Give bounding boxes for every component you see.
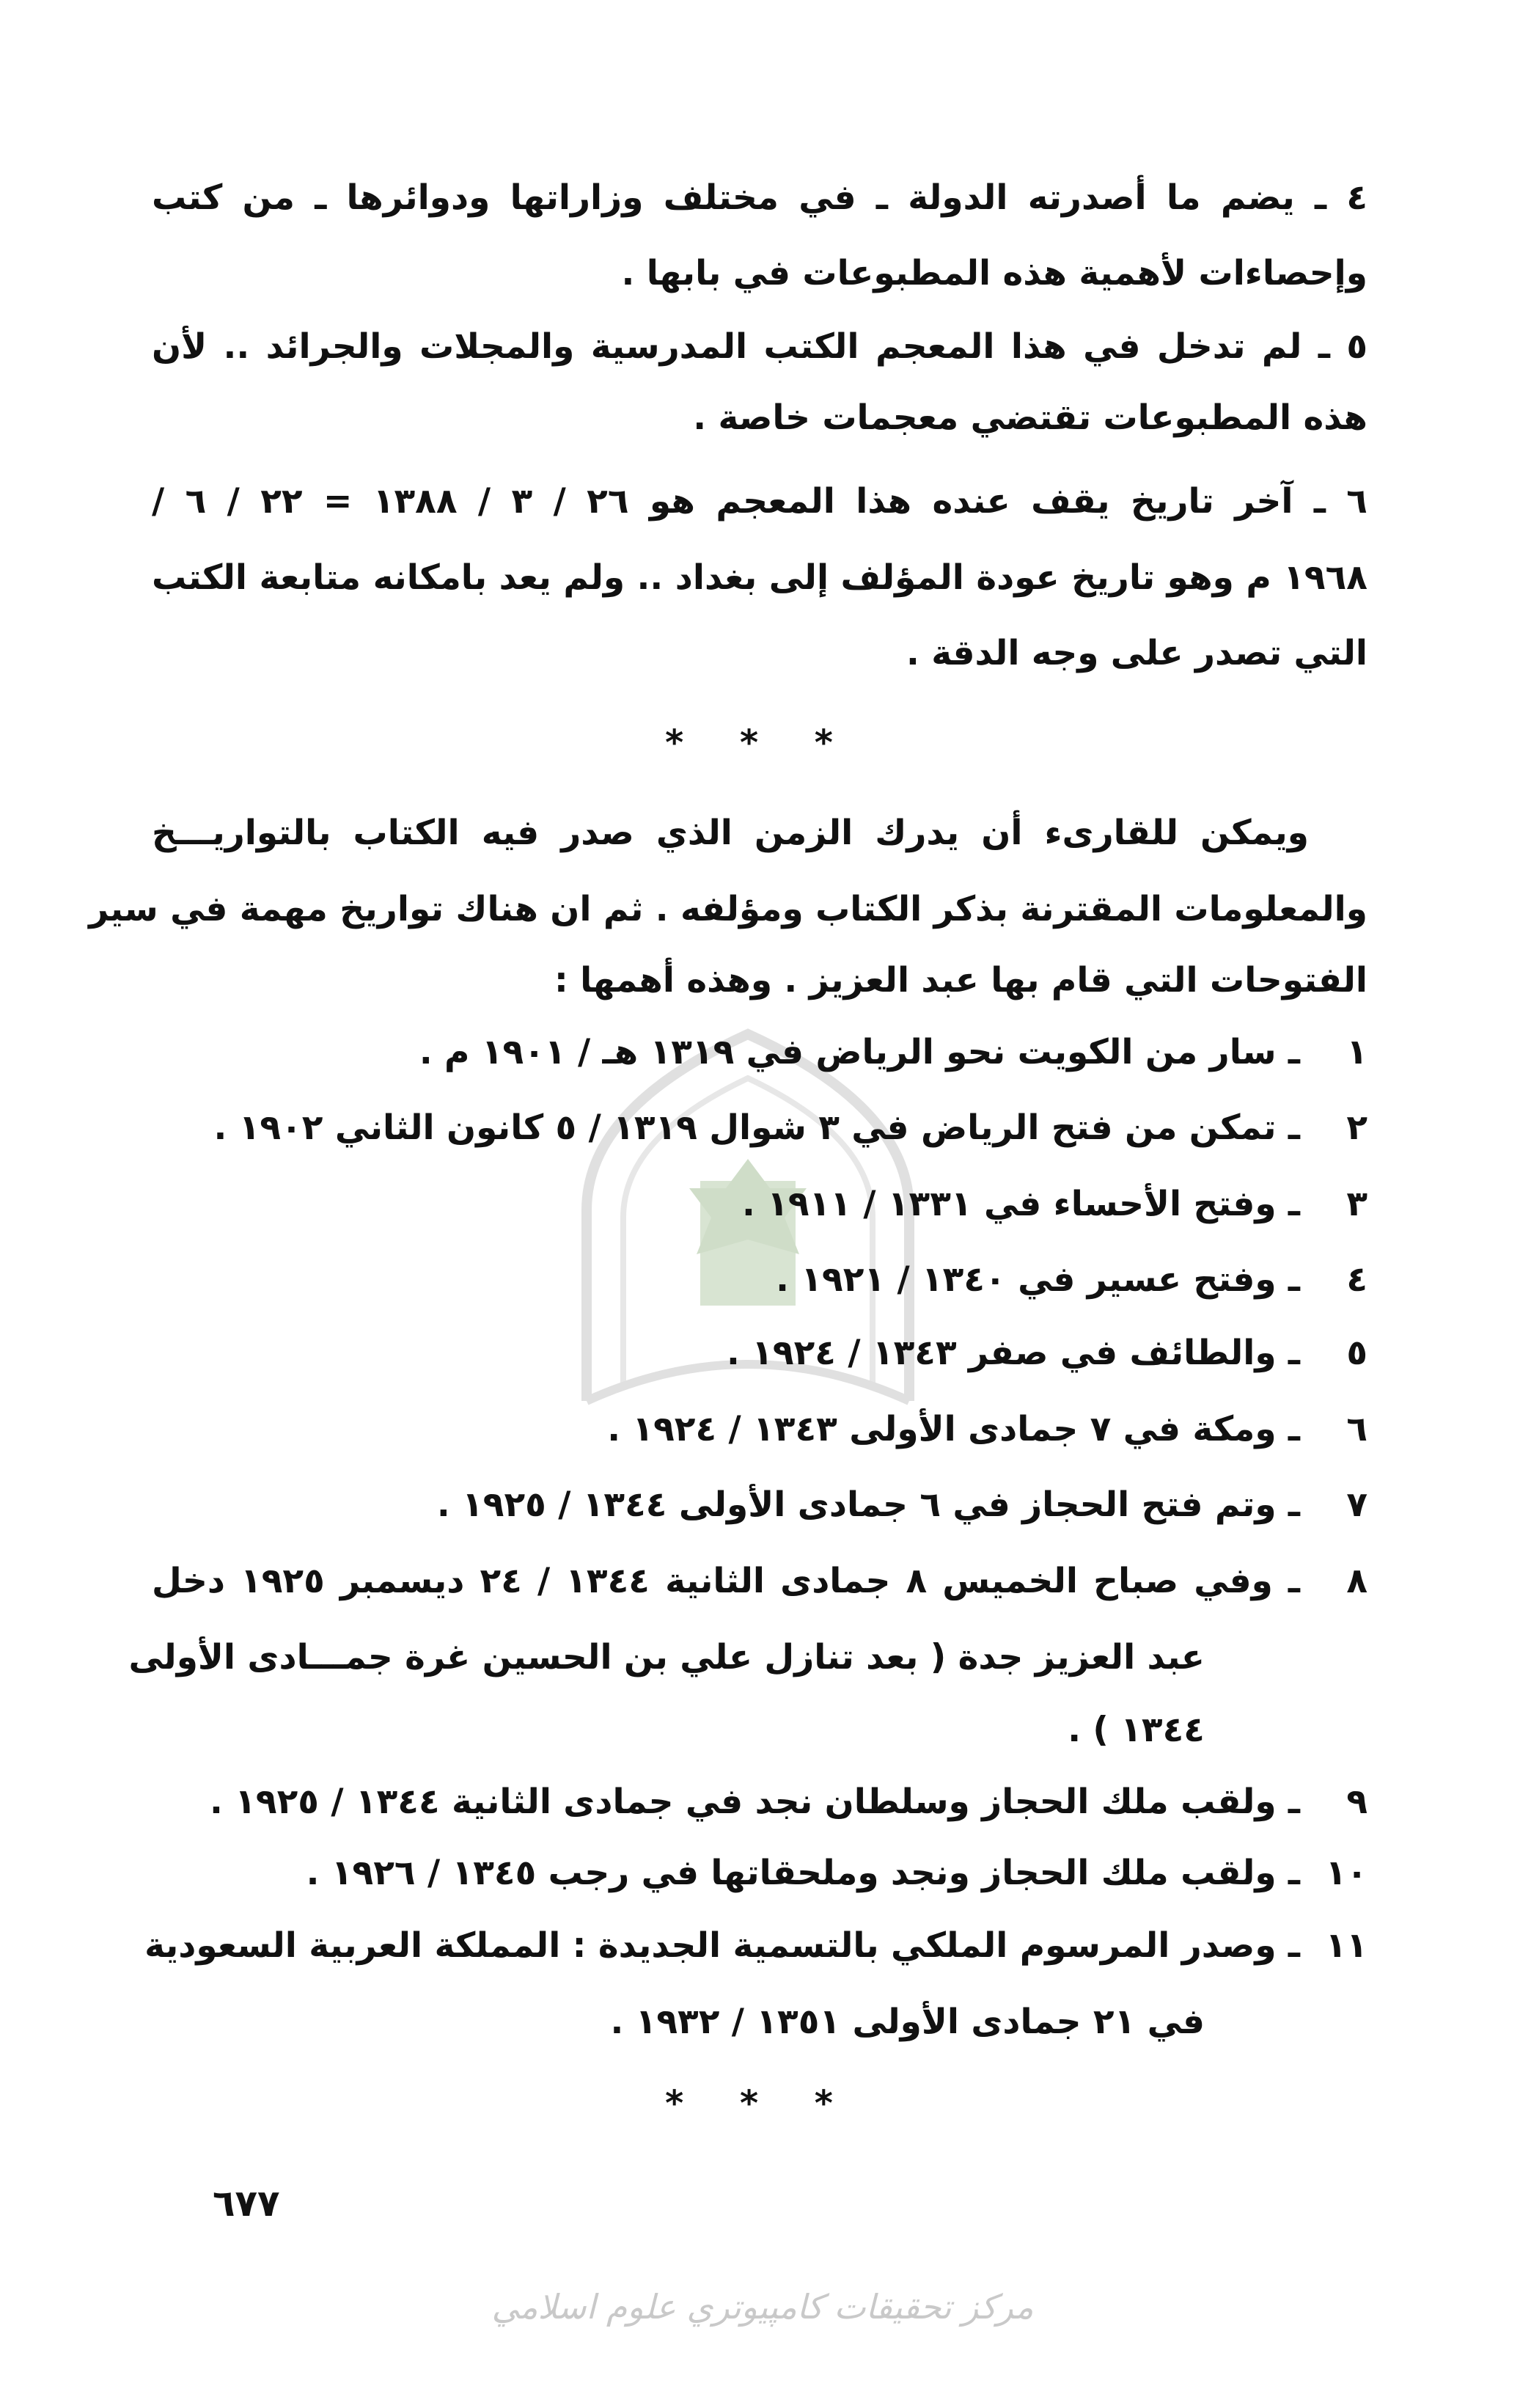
- list-item-continuation: عبد العزيز جدة ( بعد تنازل علي بن الحسين غرة جمـــادى الأولى: [128, 1637, 1205, 1677]
- point-6-line-3: التي تصدر على وجه الدقة .: [906, 633, 1367, 673]
- list-item: ـ وصدر المرسوم الملكي بالتسمية الجديدة : المملكة العربية السعودية: [144, 1925, 1300, 1966]
- list-item-continuation: في ٢١ جمادى الأولى ١٣٥١ / ١٩٣٢ .: [610, 2002, 1205, 2042]
- list-item: ـ ولقب ملك الحجاز ونجد وملحقاتها في رجب ١٣٤٥ / ١٩٢٦ .: [306, 1853, 1300, 1893]
- list-number: ٣: [1346, 1184, 1367, 1224]
- list-item: ـ ولقب ملك الحجاز وسلطان نجد في جمادى الثانية ١٣٤٤ / ١٩٢٥ .: [210, 1782, 1300, 1822]
- point-4-line-1: ٤ ـ يضم ما أصدرته الدولة ـ في مختلف وزاراتها ودوائرها ـ من كتب: [152, 178, 1367, 218]
- point-6-line-2: ١٩٦٨ م وهو تاريخ عودة المؤلف إلى بغداد .. ولم يعد بامكانه متابعة الكتب: [152, 557, 1367, 598]
- list-number: ٨: [1346, 1561, 1367, 1601]
- watermark-text: مركز تحقيقات كامپيوتري علوم اسلامي: [491, 2287, 1034, 2327]
- list-number: ٩: [1346, 1782, 1367, 1822]
- list-item-continuation: ١٣٤٤ ) .: [1068, 1710, 1205, 1750]
- paragraph-line-3: الفتوحات التي قام بها عبد العزيز . وهذه أهمها :: [554, 960, 1367, 1000]
- paragraph-line-1: ويمكن للقارىء أن يدرك الزمن الذي صدر فيه الكتاب بالتواريـــخ: [152, 813, 1309, 853]
- list-number: ١٠: [1325, 1853, 1367, 1893]
- separator-stars: * * *: [665, 2083, 855, 2124]
- list-number: ٢: [1346, 1108, 1367, 1148]
- point-5-line-1: ٥ ـ لم تدخل في هذا المعجم الكتب المدرسية والمجلات والجرائد .. لأن: [152, 326, 1367, 367]
- paragraph-line-2: والمعلومات المقترنة بذكر الكتاب ومؤلفه . ثم ان هناك تواريخ مهمة في سير: [89, 889, 1367, 929]
- list-number: ٧: [1346, 1485, 1367, 1525]
- list-item: ـ ومكة في ٧ جمادى الأولى ١٣٤٣ / ١٩٢٤ .: [607, 1409, 1300, 1449]
- list-item: ـ وفتح الأحساء في ١٣٣١ / ١٩١١ .: [742, 1184, 1300, 1224]
- separator-stars: * * *: [665, 722, 855, 764]
- list-number: ٦: [1346, 1409, 1367, 1449]
- list-item: ـ والطائف في صفر ١٣٤٣ / ١٩٢٤ .: [727, 1333, 1300, 1373]
- list-item: ـ وفي صباح الخميس ٨ جمادى الثانية ١٣٤٤ / ٢٤ ديسمبر ١٩٢٥ دخل: [152, 1561, 1300, 1601]
- list-number: ١١: [1325, 1925, 1367, 1966]
- page-number: ٦٧٧: [213, 2182, 280, 2225]
- list-number: ١: [1346, 1032, 1367, 1072]
- point-4-line-2: وإحصاءات لأهمية هذه المطبوعات في بابها .: [621, 253, 1367, 293]
- list-item: ـ وتم فتح الحجاز في ٦ جمادى الأولى ١٣٤٤ / ١٩٢٥ .: [436, 1485, 1300, 1525]
- point-5-line-2: هذه المطبوعات تقتضي معجمات خاصة .: [693, 398, 1367, 438]
- list-number: ٥: [1346, 1333, 1367, 1373]
- list-item: ـ وفتح عسير في ١٣٤٠ / ١٩٢١ .: [776, 1259, 1300, 1300]
- list-item: ـ تمكن من فتح الرياض في ٣ شوال ١٣١٩ / ٥ كانون الثاني ١٩٠٢ .: [213, 1108, 1300, 1148]
- list-number: ٤: [1346, 1259, 1367, 1300]
- list-item: ـ سار من الكويت نحو الرياض في ١٣١٩ هـ / ١٩٠١ م .: [419, 1032, 1300, 1072]
- point-6-line-1: ٦ ـ آخر تاريخ يقف عنده هذا المعجم هو ٢٦ / ٣ / ١٣٨٨ = ٢٢ / ٦ /: [152, 481, 1367, 522]
